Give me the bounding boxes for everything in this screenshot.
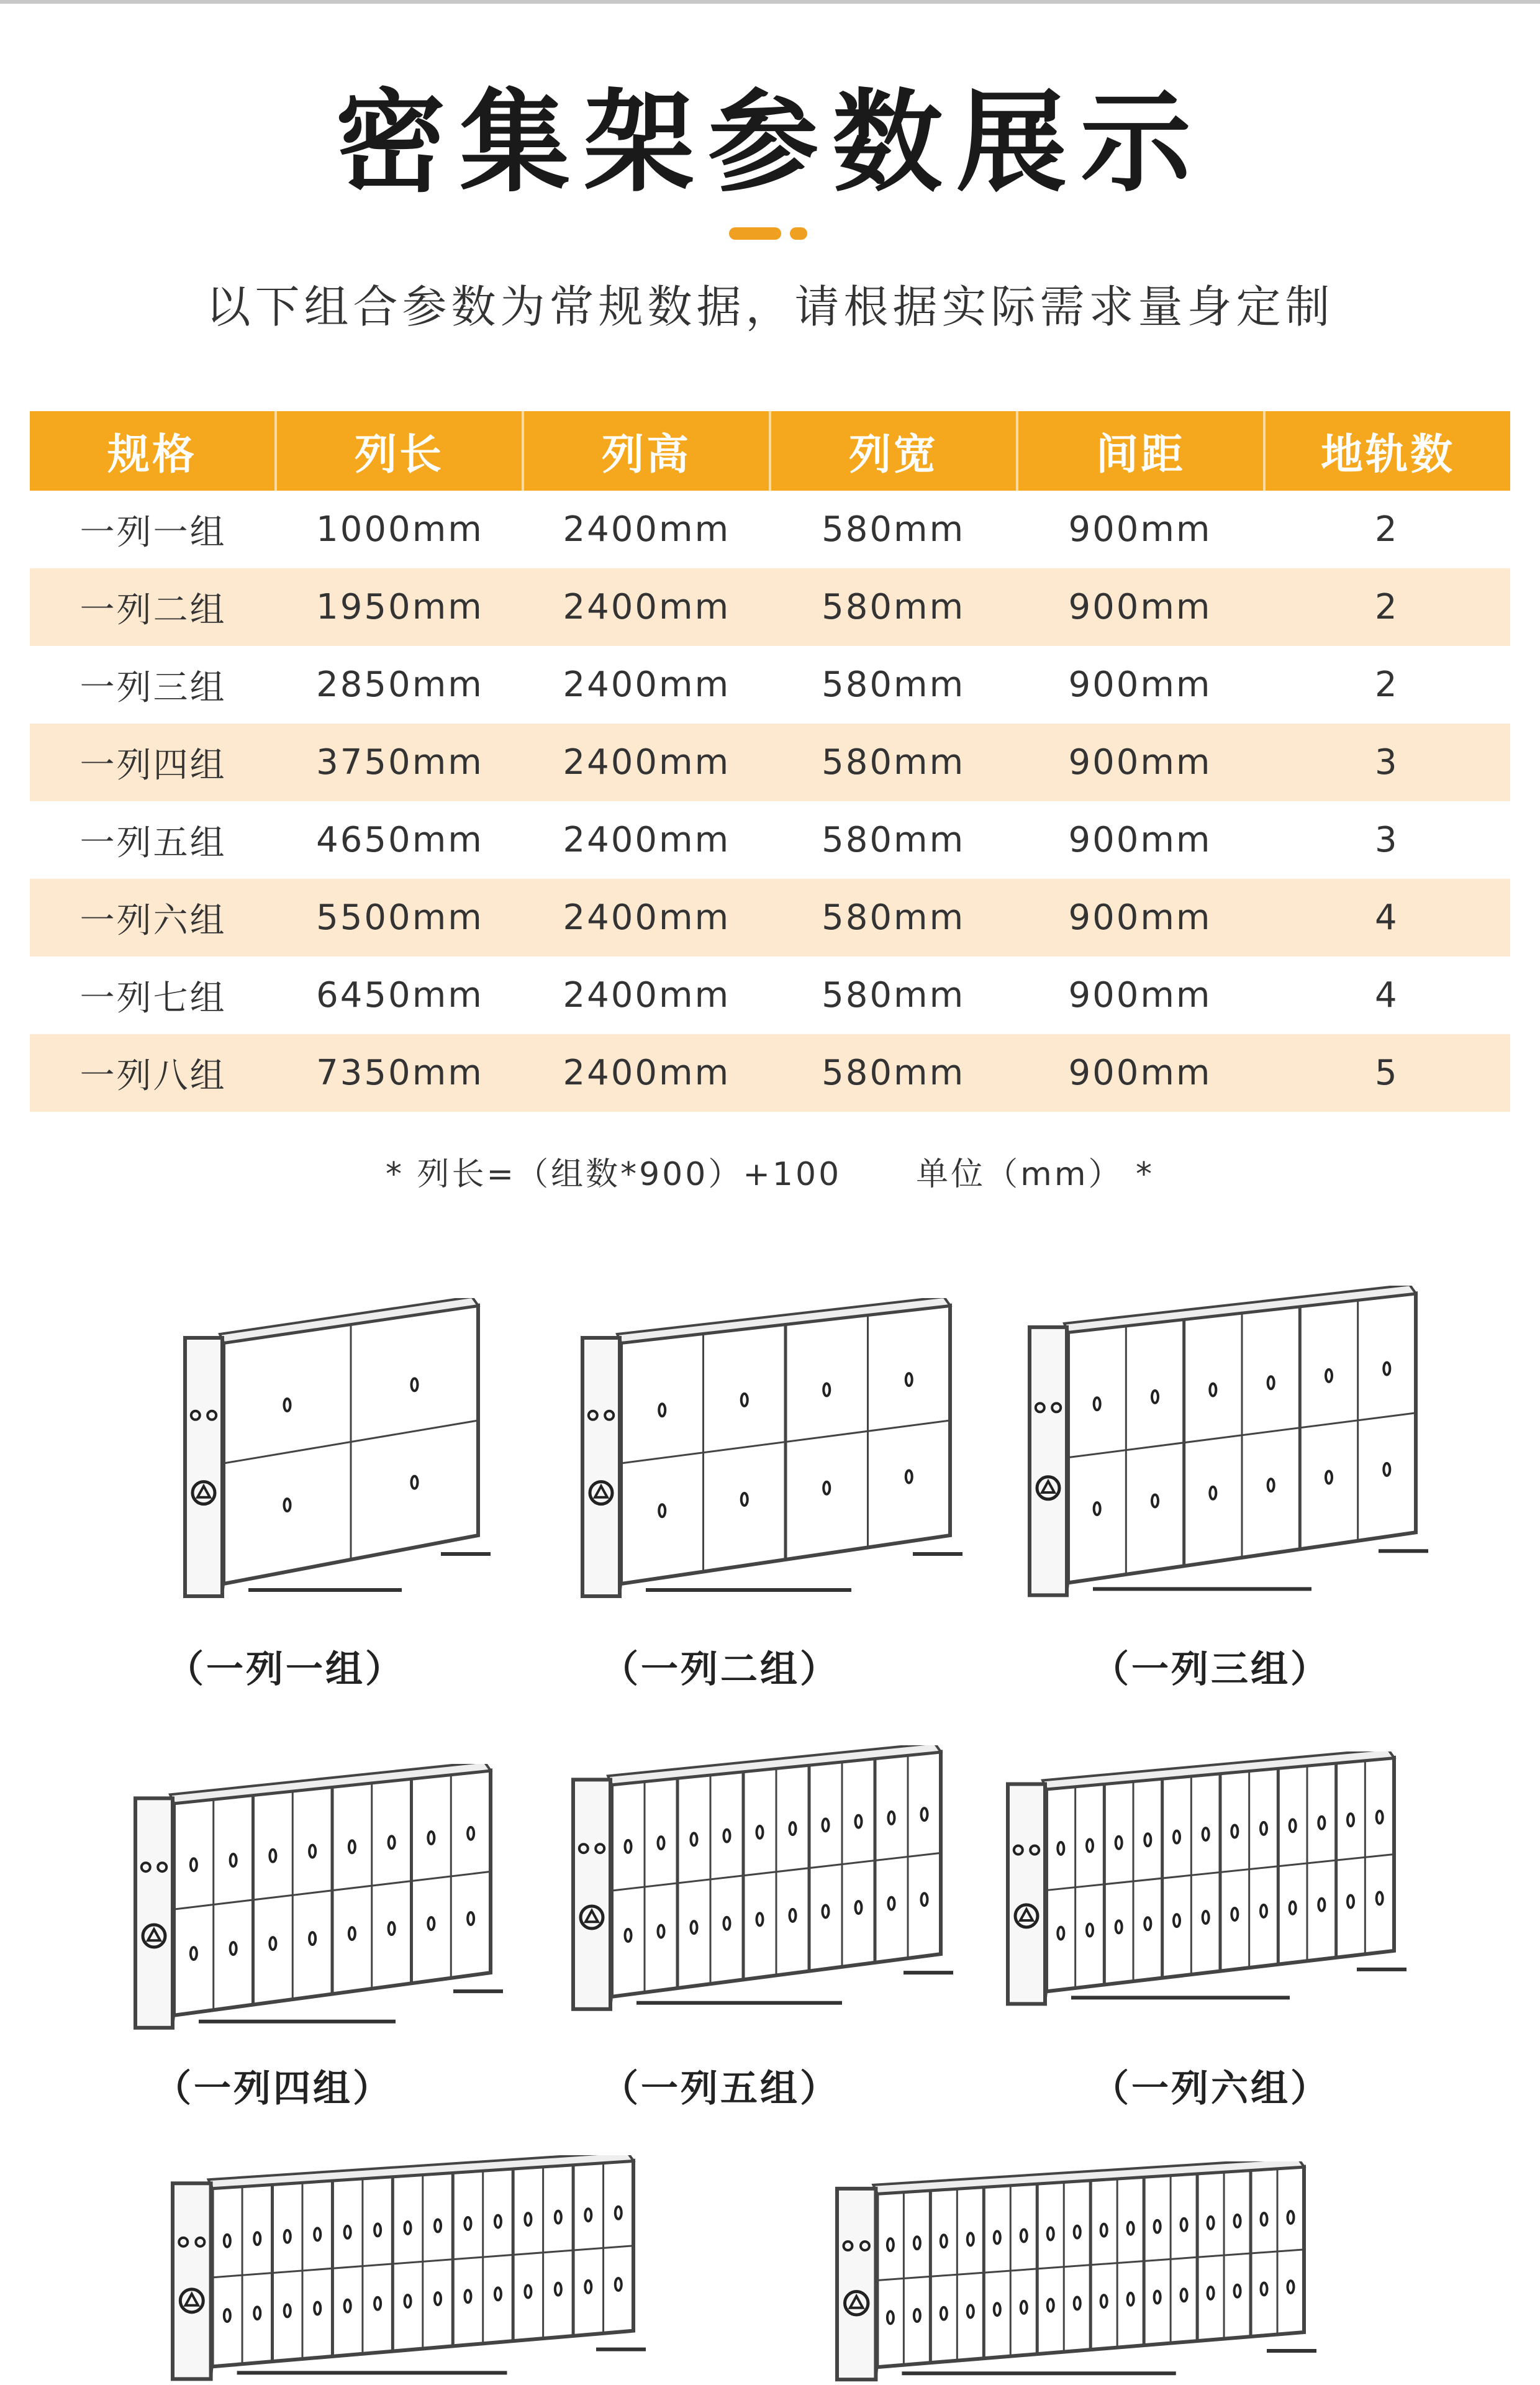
- shelf-illustration: [180, 1298, 491, 1609]
- table-cell: 一列四组: [79, 745, 227, 786]
- table-cell: 900mm: [1068, 742, 1212, 783]
- shelf-drawing: [568, 1745, 953, 2019]
- table-row: [30, 1034, 1510, 1112]
- end-panel: [582, 1338, 620, 1596]
- title-accent-bar: [729, 227, 781, 240]
- shelf-drawing: [180, 1298, 491, 1609]
- shelf-caption: （一列六组）: [1092, 2067, 1330, 2110]
- table-cell: 900mm: [1068, 820, 1212, 860]
- formula-note: * 列长=（组数*900）+100: [385, 1156, 842, 1193]
- table-cell: 900mm: [1068, 509, 1212, 550]
- header-cell: 规格: [30, 411, 277, 491]
- shelf-illustration: [578, 1298, 962, 1609]
- table-cell: 1000mm: [316, 509, 484, 550]
- table-cell: 580mm: [822, 665, 966, 705]
- table-cell: 900mm: [1068, 665, 1212, 705]
- header-cell: 列高: [524, 411, 771, 491]
- end-panel: [173, 2183, 211, 2379]
- unit-note: 单位（mm） *: [916, 1156, 1155, 1193]
- table-cell: 2850mm: [316, 665, 484, 705]
- shelf-drawing: [1003, 1751, 1406, 2012]
- end-panel: [1030, 1327, 1067, 1596]
- table-row: [30, 724, 1510, 801]
- end-panel: [135, 1798, 173, 2027]
- end-panel-side: [620, 1338, 621, 1596]
- table-cell: 580mm: [822, 820, 966, 860]
- table-body: [30, 491, 1510, 1112]
- table-cell: 900mm: [1068, 975, 1212, 1015]
- table-cell: 580mm: [822, 975, 966, 1015]
- table-cell: 2400mm: [563, 820, 731, 860]
- spec-table: [30, 411, 1510, 1112]
- table-cell: 6450mm: [316, 975, 484, 1015]
- table-cell: 一列一组: [79, 512, 227, 553]
- table-cell: 580mm: [822, 587, 966, 627]
- shelf-illustration: [130, 1764, 503, 2037]
- shelf-drawing: [168, 2155, 646, 2385]
- table-row: [30, 491, 1510, 568]
- table-row: [30, 568, 1510, 646]
- shelf-drawing: [130, 1764, 503, 2037]
- table-cell: 900mm: [1068, 1053, 1212, 1093]
- table-cell: 2400mm: [563, 742, 731, 783]
- table-cell: 580mm: [822, 509, 966, 550]
- shelf-drawing: [578, 1298, 962, 1609]
- shelf-caption: （一列三组）: [1092, 1648, 1330, 1691]
- page-subtitle: 以下组合参数为常规数据，请根据实际需求量身定制: [206, 281, 1334, 333]
- table-cell: 580mm: [822, 1053, 966, 1093]
- end-panel: [185, 1338, 222, 1596]
- header-cell: 列宽: [771, 411, 1018, 491]
- shelf-illustration: [832, 2161, 1316, 2385]
- shelf-caption: （一列四组）: [154, 2067, 392, 2110]
- table-cell: 一列六组: [79, 900, 227, 941]
- table-row: [30, 646, 1510, 724]
- table-cell: 7350mm: [316, 1053, 484, 1093]
- table-row: [30, 956, 1510, 1034]
- shelf-caption: （一列一组）: [166, 1648, 405, 1691]
- page-title: 密集架参数展示: [335, 78, 1205, 207]
- table-cell: 900mm: [1068, 587, 1212, 627]
- table-header: [30, 411, 1510, 491]
- table-cell: 5500mm: [316, 897, 484, 938]
- title-accent-dot: [790, 227, 807, 240]
- table-cell: 2400mm: [563, 975, 731, 1015]
- table-cell: 2: [1374, 665, 1399, 705]
- table-cell: 3: [1374, 742, 1399, 783]
- table-cell: 900mm: [1068, 897, 1212, 938]
- table-row: [30, 801, 1510, 879]
- end-panel-side: [211, 2183, 212, 2379]
- table-cell: 2: [1374, 587, 1399, 627]
- table-cell: 1950mm: [316, 587, 484, 627]
- shelf-illustration: [1003, 1751, 1406, 2012]
- shelf-drawing: [1025, 1286, 1428, 1609]
- shelf-illustration: [168, 2155, 646, 2385]
- end-panel-side: [610, 1779, 612, 2009]
- shelf-caption: （一列二组）: [601, 1648, 840, 1691]
- table-row: [30, 879, 1510, 956]
- table-cell: 4: [1374, 897, 1399, 938]
- end-panel-side: [173, 1798, 174, 2027]
- header-cell: 地轨数: [1320, 430, 1455, 479]
- end-panel: [573, 1779, 610, 2009]
- shelf-illustration: [1025, 1286, 1428, 1609]
- table-cell: 一列八组: [79, 1055, 227, 1096]
- table-cell: 580mm: [822, 742, 966, 783]
- table-cell: 2400mm: [563, 1053, 731, 1093]
- table-cell: 2400mm: [563, 897, 731, 938]
- table-note: [0, 1148, 1540, 1194]
- table-cell: 一列二组: [79, 589, 227, 630]
- table-cell: 2400mm: [563, 509, 731, 550]
- table-cell: 5: [1374, 1053, 1399, 1093]
- table-cell: 2400mm: [563, 587, 731, 627]
- end-panel: [837, 2189, 876, 2379]
- table-cell: 4650mm: [316, 820, 484, 860]
- table-cell: 一列三组: [79, 667, 227, 708]
- top-divider: [0, 0, 1540, 4]
- table-cell: 580mm: [822, 897, 966, 938]
- table-cell: 一列五组: [79, 822, 227, 863]
- end-panel-side: [222, 1338, 224, 1596]
- table-cell: 3: [1374, 820, 1399, 860]
- end-panel-side: [876, 2189, 877, 2379]
- end-panel-side: [1045, 1784, 1046, 2004]
- table-cell: 4: [1374, 975, 1399, 1015]
- table-cell: 2400mm: [563, 665, 731, 705]
- shelf-illustration: [568, 1745, 953, 2019]
- table-cell: 3750mm: [316, 742, 484, 783]
- table-cell: 一列七组: [79, 978, 227, 1019]
- end-panel-side: [1067, 1327, 1068, 1596]
- table-cell: 2: [1374, 509, 1399, 550]
- header-cell: 间距: [1018, 411, 1266, 491]
- shelf-drawing: [832, 2161, 1316, 2385]
- header-cell: 列长: [277, 411, 524, 491]
- end-panel: [1008, 1784, 1045, 2004]
- shelf-caption: （一列五组）: [601, 2067, 840, 2110]
